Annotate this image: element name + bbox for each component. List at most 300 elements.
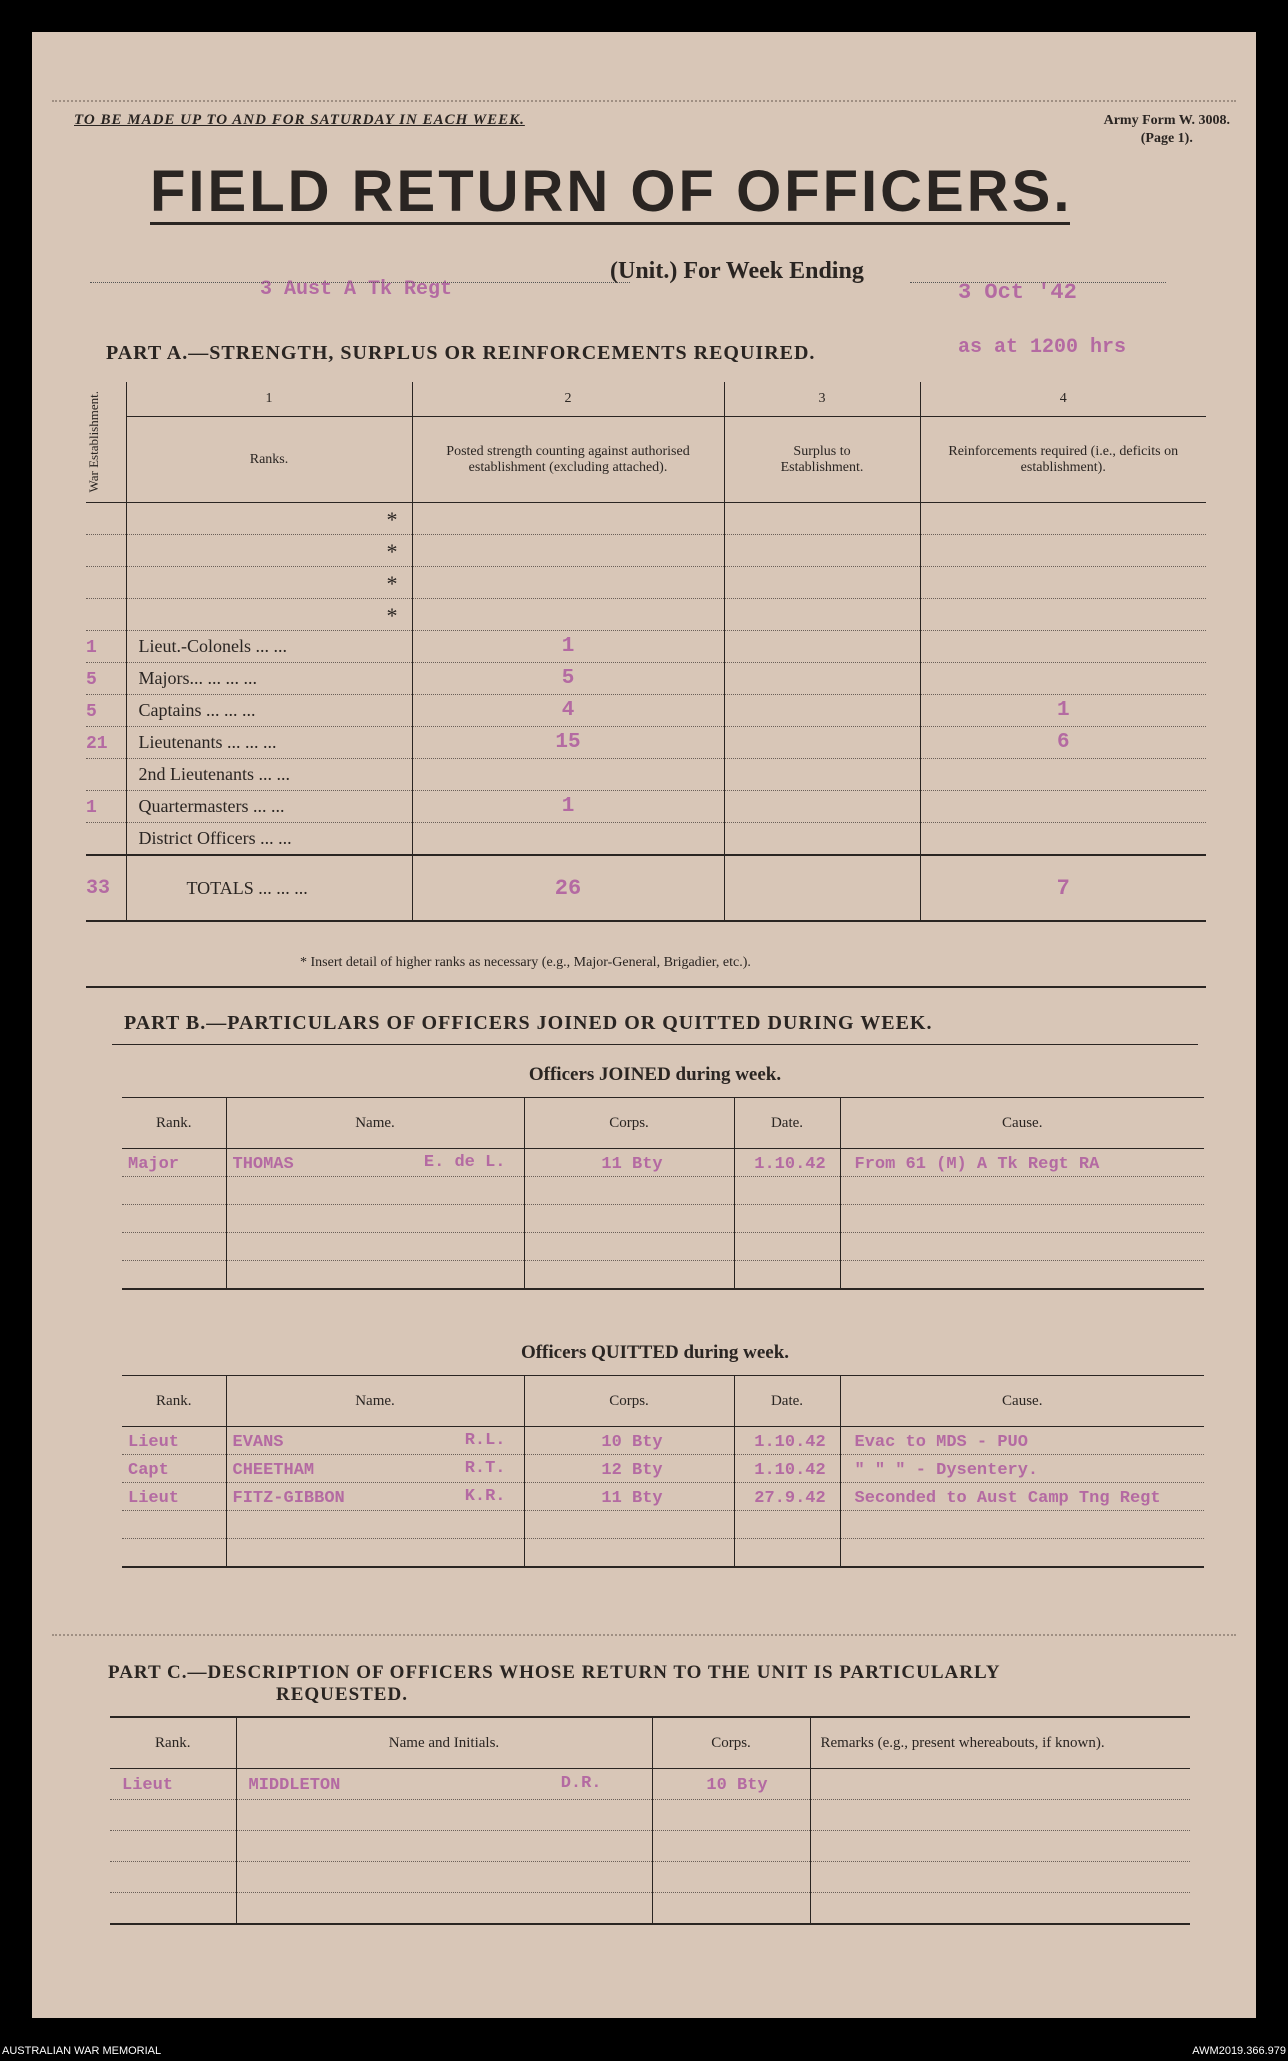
joined-date-cell — [734, 1261, 840, 1290]
war-establishment-cell — [86, 599, 126, 631]
week-ending-line — [910, 282, 1166, 283]
posted-cell — [412, 599, 724, 631]
reinforcement-cell — [920, 759, 1206, 791]
quitted-date-value: 27.9.42 — [754, 1488, 826, 1508]
part-c-remarks-cell — [810, 1862, 1190, 1893]
part-c-rank-cell — [110, 1862, 236, 1893]
quitted-cause-value — [841, 1517, 855, 1536]
quitted-corps-cell — [524, 1539, 734, 1568]
quitted-row — [122, 1455, 1204, 1483]
war-establishment-header — [86, 382, 126, 503]
quitted-corps-value: 10 Bty — [601, 1432, 663, 1452]
joined-rank-cell — [122, 1205, 226, 1233]
part-c-name-cell — [236, 1862, 652, 1893]
posted-value: 15 — [555, 731, 581, 754]
part-c-corps-value — [725, 1807, 737, 1826]
joined-corps-cell — [524, 1261, 734, 1290]
surplus-cell — [724, 503, 920, 535]
reinforcement-cell — [920, 727, 1206, 759]
part-c-rows — [110, 1769, 1190, 1925]
posted-cell — [412, 663, 724, 695]
joined-corps-value — [626, 1211, 632, 1230]
quitted-date-cell — [734, 1483, 840, 1511]
joined-rank-value — [122, 1267, 128, 1286]
col-header-posted: Posted strength counting against authorised establishment (excluding attached). — [412, 417, 724, 503]
reinforcement-cell — [920, 791, 1206, 823]
part-c-rank-cell — [110, 1769, 236, 1800]
war-establishment-value: 5 — [86, 669, 97, 690]
quitted-col-rank: Rank. — [122, 1376, 226, 1427]
rank-label: Lieut.-Colonels ... ... — [138, 636, 287, 656]
part-c-corps-cell — [652, 1862, 810, 1893]
quitted-cause-cell — [840, 1511, 1204, 1539]
war-establishment-value: 21 — [86, 733, 108, 754]
quitted-date-value — [784, 1517, 790, 1536]
quitted-name-value: FITZ-GIBBON — [232, 1488, 345, 1508]
quitted-cause-value: Evac to MDS - PUO — [854, 1432, 1028, 1452]
joined-table — [122, 1097, 1204, 1290]
surplus-cell — [724, 631, 920, 663]
reinforcement-cell — [920, 663, 1206, 695]
joined-cause-cell — [840, 1233, 1204, 1261]
joined-corps-value — [626, 1183, 632, 1202]
rank-cell — [126, 823, 412, 856]
posted-cell — [412, 823, 724, 856]
joined-name-cell — [226, 1233, 524, 1261]
part-c-col-name: Name and Initials. — [236, 1717, 652, 1769]
perforation-top — [52, 100, 1236, 102]
totals-war-value: 33 — [86, 876, 111, 900]
part-c-initials-value: D.R. — [560, 1774, 602, 1793]
reinforcement-cell — [920, 567, 1206, 599]
totals-war — [86, 855, 126, 921]
joined-date-cell — [734, 1149, 840, 1177]
joined-rank-value: Major — [128, 1154, 180, 1174]
part-b-heading: PART B.—PARTICULARS OF OFFICERS JOINED OR QUITTED DURING WEEK. — [124, 1012, 933, 1034]
rank-cell — [126, 599, 412, 631]
quitted-corps-value: 11 Bty — [601, 1488, 663, 1508]
quitted-rank-cell — [122, 1455, 226, 1483]
rank-label — [127, 604, 139, 624]
totals-surplus — [724, 855, 920, 921]
quitted-table — [122, 1375, 1204, 1568]
joined-name-cell — [226, 1177, 524, 1205]
part-c-remarks-cell — [810, 1769, 1190, 1800]
joined-corps-cell — [524, 1205, 734, 1233]
rank-label — [127, 540, 139, 560]
col-number-1: 1 — [126, 382, 412, 417]
form-number — [1104, 112, 1230, 148]
asterisk-mark: * — [386, 603, 398, 628]
quitted-row — [122, 1539, 1204, 1568]
joined-row — [122, 1233, 1204, 1261]
war-establishment-cell — [86, 727, 126, 759]
col-number-4: 4 — [920, 382, 1206, 417]
quitted-name-cell — [226, 1455, 524, 1483]
part-c-remarks-value — [811, 1807, 823, 1826]
joined-cause-cell — [840, 1261, 1204, 1290]
quitted-rank-value: Lieut — [128, 1488, 180, 1508]
joined-corps-cell — [524, 1177, 734, 1205]
joined-col-date: Date. — [734, 1098, 840, 1149]
quitted-name-value: EVANS — [232, 1432, 284, 1452]
surplus-cell — [724, 567, 920, 599]
posted-value: 4 — [561, 699, 575, 722]
quitted-cause-value — [841, 1545, 855, 1564]
quitted-corps-value: 12 Bty — [601, 1460, 663, 1480]
part-c-heading-cont: REQUESTED. — [276, 1684, 408, 1705]
part-c-row — [110, 1893, 1190, 1925]
part-c-rank-value — [110, 1900, 122, 1919]
col-header-surplus: Surplus to Establishment. — [724, 417, 920, 503]
unit-value: 3 Aust A Tk Regt — [260, 278, 453, 301]
rank-label: District Officers ... ... — [138, 828, 292, 848]
quitted-rank-value — [122, 1517, 128, 1536]
page-number: (Page 1). — [1140, 131, 1193, 146]
joined-name-value — [227, 1183, 233, 1202]
joined-date-cell — [734, 1177, 840, 1205]
part-a-row — [86, 535, 1206, 567]
joined-rank-cell — [122, 1149, 226, 1177]
part-a-footnote: * Insert detail of higher ranks as necessary (e.g., Major-General, Brigadier, etc.). — [300, 955, 751, 970]
part-c-remarks-value — [811, 1900, 823, 1919]
joined-name-cell — [226, 1149, 524, 1177]
posted-cell — [412, 791, 724, 823]
quitted-date-cell — [734, 1455, 840, 1483]
perforation-middle — [52, 1634, 1236, 1636]
part-c-remarks-cell — [810, 1831, 1190, 1862]
joined-rank-value — [122, 1239, 128, 1258]
joined-cause-cell — [840, 1205, 1204, 1233]
joined-cause-value — [841, 1183, 855, 1202]
week-ending-value: 3 Oct '42 — [958, 280, 1077, 305]
part-c-name-value — [237, 1838, 249, 1857]
war-establishment-value: 5 — [86, 701, 97, 722]
part-c-name-cell — [236, 1831, 652, 1862]
joined-rank-cell — [122, 1261, 226, 1290]
part-c-rank-value — [110, 1807, 122, 1826]
posted-value: 1 — [561, 795, 575, 818]
war-establishment-cell — [86, 631, 126, 663]
war-establishment-cell — [86, 567, 126, 599]
part-c-remarks-cell — [810, 1800, 1190, 1831]
part-c-col-remarks: Remarks (e.g., present whereabouts, if known). — [810, 1717, 1190, 1769]
surplus-cell — [724, 695, 920, 727]
quitted-date-cell — [734, 1539, 840, 1568]
joined-date-value — [784, 1267, 790, 1286]
part-c-col-corps: Corps. — [652, 1717, 810, 1769]
quitted-rank-cell — [122, 1539, 226, 1568]
quitted-name-cell — [226, 1511, 524, 1539]
joined-rows — [122, 1149, 1204, 1290]
posted-cell — [412, 759, 724, 791]
unit-line — [90, 282, 630, 283]
part-c-corps-cell — [652, 1893, 810, 1925]
posted-cell — [412, 631, 724, 663]
joined-row — [122, 1149, 1204, 1177]
posted-value: 1 — [561, 635, 575, 658]
part-c-remarks-value — [811, 1869, 823, 1888]
joined-rank-value — [122, 1183, 128, 1202]
rank-label: Captains ... ... ... — [138, 700, 256, 720]
joined-name-value: THOMAS — [232, 1154, 294, 1174]
part-c-row — [110, 1769, 1190, 1800]
rank-cell — [126, 503, 412, 535]
joined-cause-cell — [840, 1177, 1204, 1205]
war-establishment-value: 1 — [86, 637, 97, 658]
quitted-rank-value — [122, 1545, 128, 1564]
part-a-table — [86, 382, 1206, 922]
part-a-row — [86, 823, 1206, 856]
reinforcement-value: 1 — [1056, 699, 1070, 722]
part-c-corps-cell — [652, 1769, 810, 1800]
reinforcement-cell — [920, 695, 1206, 727]
quitted-date-value: 1.10.42 — [754, 1432, 826, 1452]
part-c-name-value — [237, 1869, 249, 1888]
quitted-date-value — [784, 1545, 790, 1564]
quitted-title: Officers QUITTED during week. — [520, 1342, 790, 1363]
quitted-rank-value: Lieut — [128, 1432, 180, 1452]
quitted-rank-value: Capt — [128, 1460, 169, 1480]
instruction-text: TO BE MADE UP TO AND FOR SATURDAY IN EACH WEEK. — [74, 112, 525, 128]
joined-cause-value — [841, 1267, 855, 1286]
war-establishment-value: 1 — [86, 797, 97, 818]
footer-left: AUSTRALIAN WAR MEMORIAL — [2, 2045, 162, 2057]
part-c-rank-cell — [110, 1893, 236, 1925]
joined-date-value — [784, 1183, 790, 1202]
joined-name-value — [227, 1211, 233, 1230]
quitted-name-value: CHEETHAM — [232, 1460, 315, 1480]
war-establishment-label: War Establishment. — [86, 391, 101, 493]
rank-label — [127, 508, 139, 528]
asterisk-mark: * — [386, 539, 398, 564]
rank-label: Lieutenants ... ... ... — [138, 732, 277, 752]
posted-cell — [412, 503, 724, 535]
page-title: FIELD RETURN OF OFFICERS. — [150, 159, 1073, 224]
rank-cell — [126, 759, 412, 791]
col-header-reinforcements: Reinforcements required (i.e., deficits on establishment). — [920, 417, 1206, 503]
quitted-cause-cell — [840, 1483, 1204, 1511]
part-c-name-cell — [236, 1800, 652, 1831]
asterisk-mark: * — [386, 571, 398, 596]
col-header-ranks: Ranks. — [126, 417, 412, 503]
joined-corps-value — [626, 1267, 632, 1286]
posted-cell — [412, 535, 724, 567]
part-c-name-cell — [236, 1893, 652, 1925]
quitted-name-value — [227, 1545, 233, 1564]
joined-initials-value: E. de L. — [423, 1153, 506, 1172]
part-c-table — [110, 1716, 1190, 1925]
joined-cause-value — [841, 1211, 855, 1230]
quitted-corps-value — [626, 1545, 632, 1564]
joined-corps-value — [626, 1239, 632, 1258]
quitted-initials-value: K.R. — [464, 1487, 506, 1506]
as-at-value: as at 1200 hrs — [958, 336, 1127, 359]
totals-label-cell — [126, 855, 412, 921]
joined-rank-value — [122, 1211, 128, 1230]
quitted-cause-cell — [840, 1427, 1204, 1455]
joined-row — [122, 1177, 1204, 1205]
quitted-date-cell — [734, 1511, 840, 1539]
quitted-name-cell — [226, 1427, 524, 1455]
quitted-corps-cell — [524, 1483, 734, 1511]
joined-date-value: 1.10.42 — [754, 1154, 826, 1174]
quitted-rank-cell — [122, 1511, 226, 1539]
war-establishment-cell — [86, 695, 126, 727]
part-a-row — [86, 567, 1206, 599]
totals-posted — [412, 855, 724, 921]
quitted-col-name: Name. — [226, 1376, 524, 1427]
col-number-2: 2 — [412, 382, 724, 417]
rule-part-a-end — [86, 986, 1206, 988]
reinforcement-cell — [920, 599, 1206, 631]
war-establishment-cell — [86, 791, 126, 823]
posted-cell — [412, 695, 724, 727]
posted-value: 5 — [561, 667, 575, 690]
war-establishment-cell — [86, 759, 126, 791]
part-c-row — [110, 1862, 1190, 1893]
quitted-rows — [122, 1427, 1204, 1568]
war-establishment-cell — [86, 503, 126, 535]
part-a-row — [86, 695, 1206, 727]
quitted-name-cell — [226, 1483, 524, 1511]
totals-reinf-value: 7 — [1056, 875, 1070, 901]
part-c-corps-value — [725, 1900, 737, 1919]
part-a-rows — [86, 503, 1206, 856]
quitted-col-corps: Corps. — [524, 1376, 734, 1427]
surplus-cell — [724, 759, 920, 791]
quitted-cause-cell — [840, 1455, 1204, 1483]
part-c-corps-value — [725, 1869, 737, 1888]
quitted-cause-cell — [840, 1539, 1204, 1568]
quitted-name-value — [227, 1517, 233, 1536]
title-underline — [150, 222, 1070, 225]
part-a-heading: PART A.—STRENGTH, SURPLUS OR REINFORCEMENTS REQUIRED. — [106, 342, 816, 364]
part-c-name-value: MIDDLETON — [248, 1776, 341, 1795]
footer-right: AWM2019.366.979 — [1192, 2045, 1286, 2057]
joined-col-rank: Rank. — [122, 1098, 226, 1149]
joined-rank-cell — [122, 1233, 226, 1261]
part-c-row — [110, 1800, 1190, 1831]
rank-cell — [126, 791, 412, 823]
reinforcement-cell — [920, 503, 1206, 535]
totals-reinf — [920, 855, 1206, 921]
joined-col-name: Name. — [226, 1098, 524, 1149]
part-c-corps-cell — [652, 1800, 810, 1831]
part-a-row — [86, 663, 1206, 695]
rank-cell — [126, 663, 412, 695]
posted-cell — [412, 567, 724, 599]
part-a-row — [86, 759, 1206, 791]
part-c-corps-cell — [652, 1831, 810, 1862]
quitted-name-cell — [226, 1539, 524, 1568]
rule-part-b-heading — [112, 1044, 1198, 1045]
quitted-cause-value: Seconded to Aust Camp Tng Regt — [854, 1488, 1161, 1508]
part-c-col-rank: Rank. — [110, 1717, 236, 1769]
war-establishment-cell — [86, 823, 126, 856]
surplus-cell — [724, 823, 920, 856]
joined-name-value — [227, 1239, 233, 1258]
quitted-row — [122, 1511, 1204, 1539]
quitted-col-cause: Cause. — [840, 1376, 1204, 1427]
quitted-date-cell — [734, 1427, 840, 1455]
part-c-remarks-value — [811, 1776, 823, 1795]
part-c-corps-value: 10 Bty — [706, 1776, 768, 1795]
form-number-text: Army Form W. 3008. — [1103, 113, 1230, 128]
joined-row — [122, 1205, 1204, 1233]
joined-col-corps: Corps. — [524, 1098, 734, 1149]
joined-date-cell — [734, 1205, 840, 1233]
joined-corps-cell — [524, 1149, 734, 1177]
surplus-cell — [724, 727, 920, 759]
surplus-cell — [724, 599, 920, 631]
quitted-initials-value: R.L. — [464, 1431, 506, 1450]
posted-cell — [412, 727, 724, 759]
part-c-remarks-cell — [810, 1893, 1190, 1925]
quitted-col-date: Date. — [734, 1376, 840, 1427]
joined-date-value — [784, 1239, 790, 1258]
part-c-rank-cell — [110, 1800, 236, 1831]
part-c-corps-value — [725, 1838, 737, 1857]
reinforcement-cell — [920, 535, 1206, 567]
part-c-name-value — [237, 1807, 249, 1826]
reinforcement-cell — [920, 823, 1206, 856]
rank-cell — [126, 727, 412, 759]
totals-posted-value: 26 — [554, 875, 582, 901]
joined-date-value — [784, 1211, 790, 1230]
part-a-row — [86, 503, 1206, 535]
part-c-rank-cell — [110, 1831, 236, 1862]
part-c-rank-value — [110, 1869, 122, 1888]
quitted-initials-value: R.T. — [464, 1459, 506, 1478]
rank-label: 2nd Lieutenants ... ... — [138, 764, 290, 784]
asterisk-mark: * — [386, 507, 398, 532]
part-c-rank-value — [110, 1838, 122, 1857]
quitted-corps-cell — [524, 1427, 734, 1455]
joined-name-cell — [226, 1261, 524, 1290]
joined-name-cell — [226, 1205, 524, 1233]
quitted-row — [122, 1483, 1204, 1511]
rank-cell — [126, 631, 412, 663]
quitted-corps-value — [626, 1517, 632, 1536]
rank-cell — [126, 567, 412, 599]
surplus-cell — [724, 791, 920, 823]
unit-label: (Unit.) For Week Ending — [610, 258, 864, 284]
joined-title: Officers JOINED during week. — [528, 1064, 782, 1085]
part-c-rank-value: Lieut — [122, 1776, 174, 1795]
quitted-rank-cell — [122, 1483, 226, 1511]
quitted-corps-cell — [524, 1455, 734, 1483]
quitted-rank-cell — [122, 1427, 226, 1455]
joined-name-value — [227, 1267, 233, 1286]
joined-date-cell — [734, 1233, 840, 1261]
rank-label: Quartermasters ... ... — [138, 796, 285, 816]
rank-label: Majors... ... ... ... — [138, 668, 257, 688]
joined-cause-value: From 61 (M) A Tk Regt RA — [854, 1154, 1100, 1174]
part-c-remarks-value — [811, 1838, 823, 1857]
joined-corps-value: 11 Bty — [601, 1154, 663, 1174]
quitted-row — [122, 1427, 1204, 1455]
part-c-row — [110, 1831, 1190, 1862]
joined-rank-cell — [122, 1177, 226, 1205]
part-a-row — [86, 791, 1206, 823]
part-c-heading: PART C.—DESCRIPTION OF OFFICERS WHOSE RETURN TO THE UNIT IS PARTICULARLY — [108, 1662, 1001, 1683]
col-number-3: 3 — [724, 382, 920, 417]
joined-corps-cell — [524, 1233, 734, 1261]
quitted-corps-cell — [524, 1511, 734, 1539]
war-establishment-cell — [86, 535, 126, 567]
war-establishment-cell — [86, 663, 126, 695]
